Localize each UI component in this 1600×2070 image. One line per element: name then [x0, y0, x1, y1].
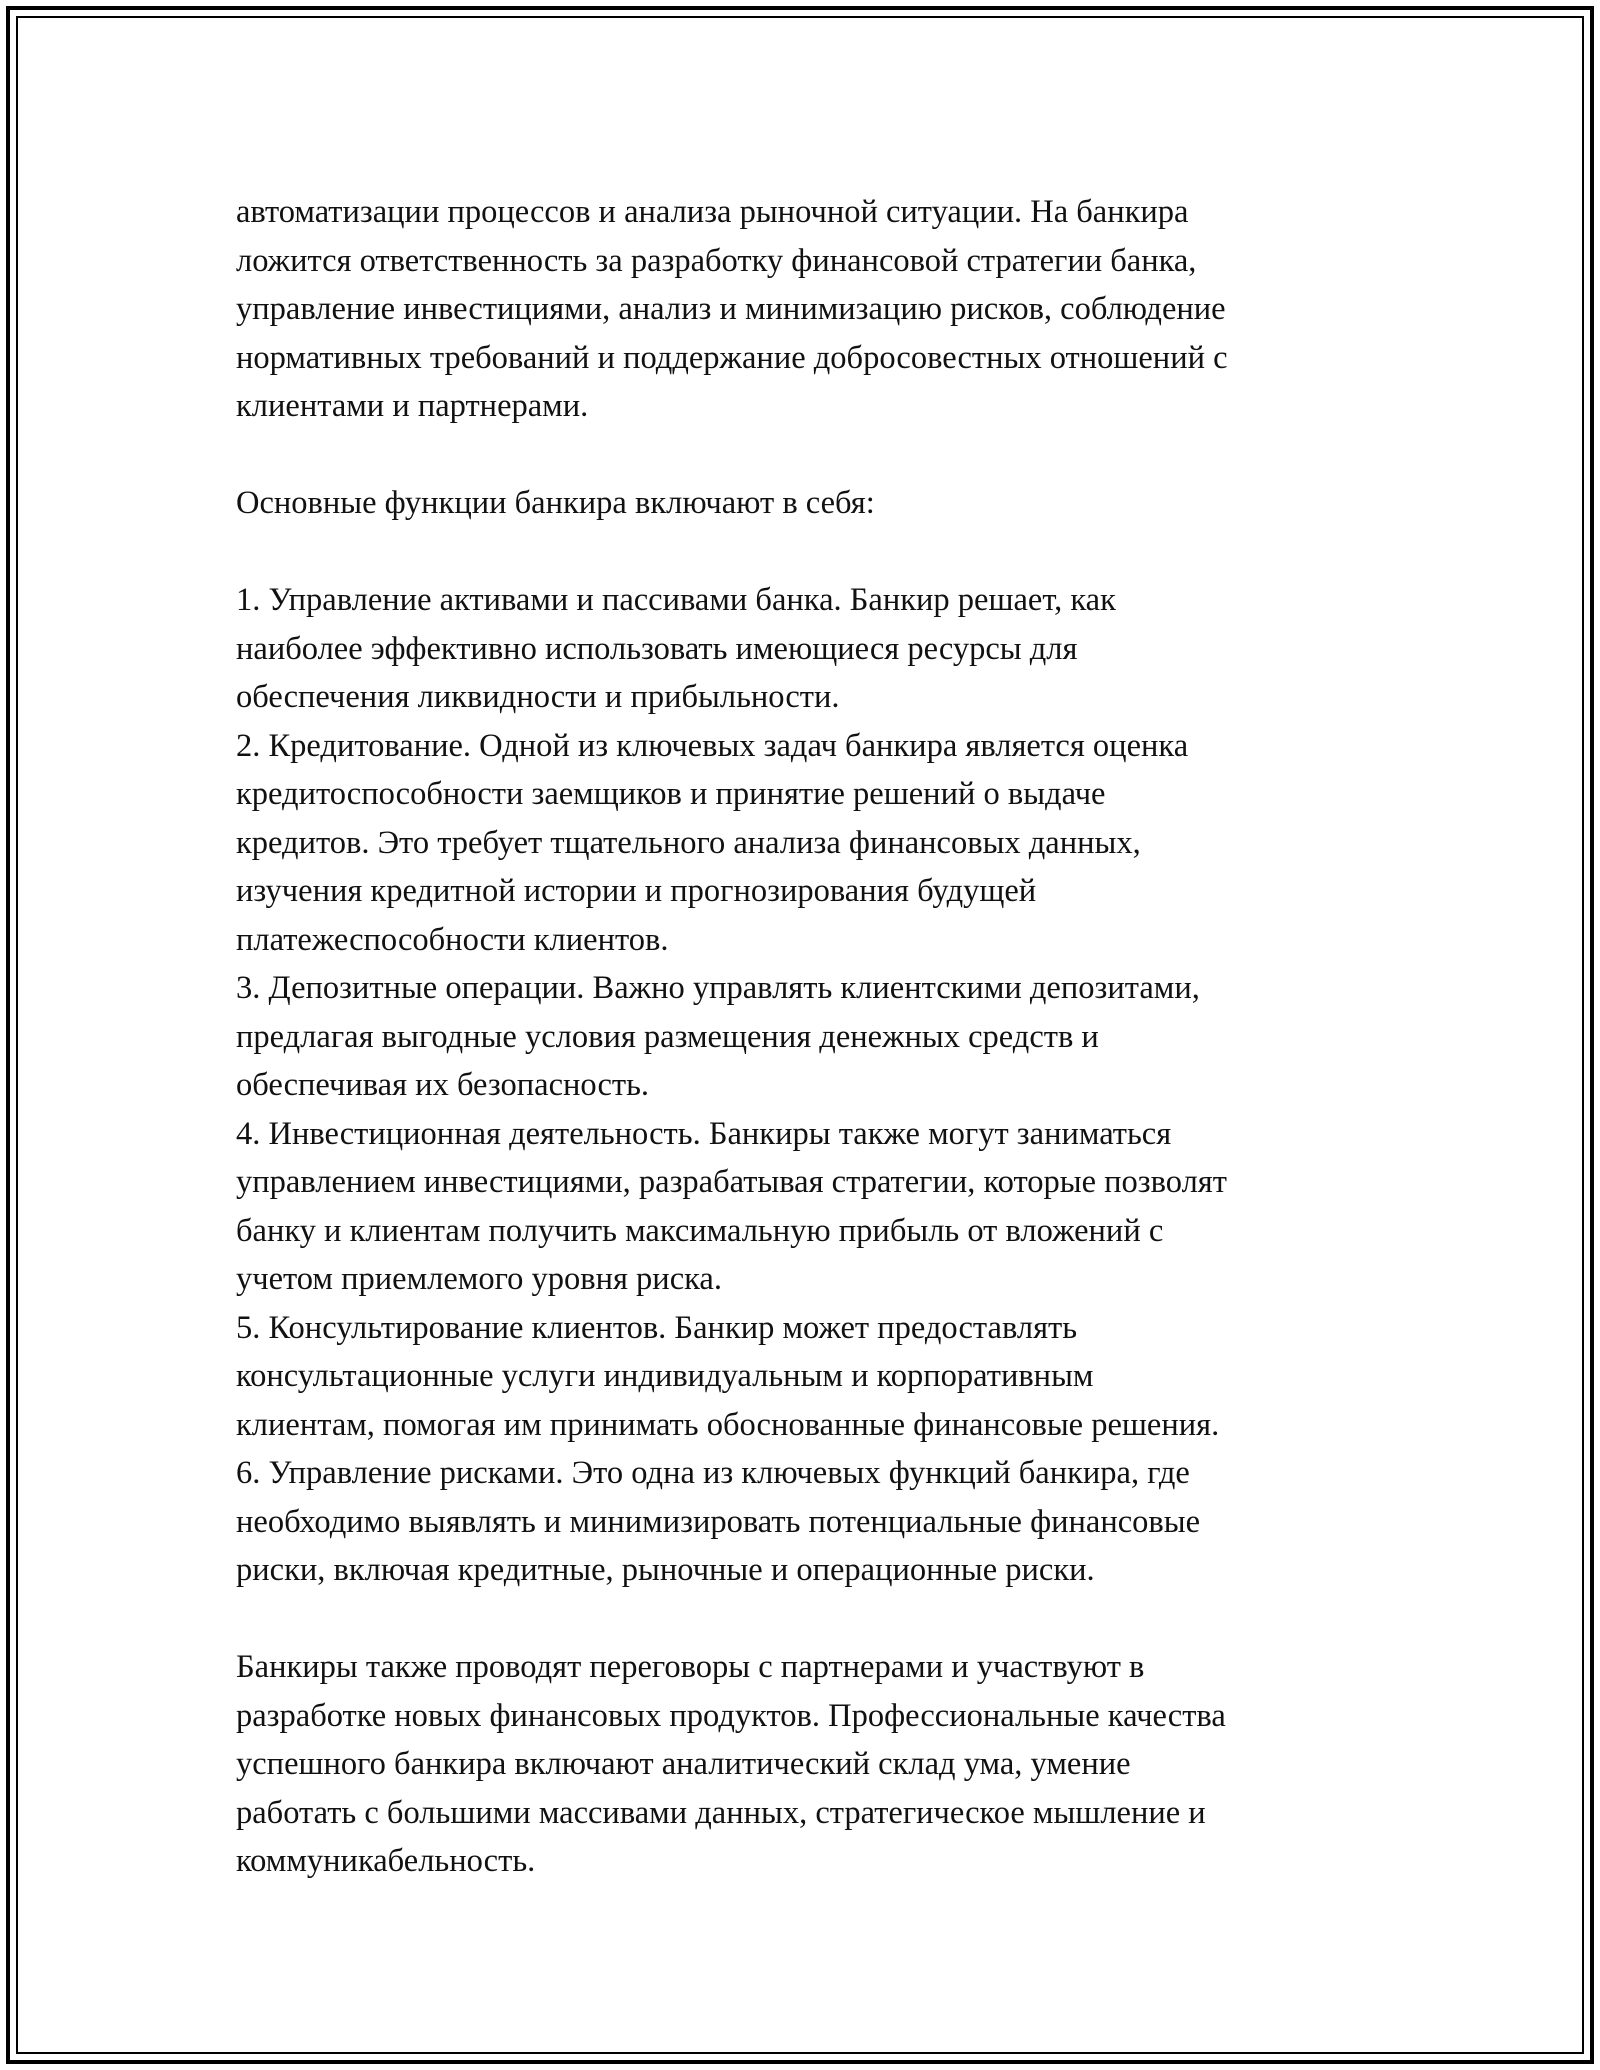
list-item-line: 2. Кредитование. Одной из ключевых задач банкира является оценка — [236, 727, 1189, 764]
list-item-line: 3. Депозитные операции. Важно управлять клиентскими депозитами, — [236, 970, 1200, 1006]
text-line: успешного банкира включают аналитический склад ума, умение — [236, 1746, 1131, 1782]
text-line: Основные функции банкира включают в себя: — [236, 485, 875, 521]
list-item-line: необходимо выявлять и минимизировать потенциальные финансовые — [236, 1503, 1201, 1540]
list-item-line: кредитоспособности заемщиков и принятие решений о выдаче — [236, 776, 1106, 812]
list-item-line: 4. Инвестиционная деятельность. Банкиры также могут заниматься — [236, 1115, 1172, 1152]
list-item-line: кредитов. Это требует тщательного анализа финансовых данных, — [236, 824, 1141, 861]
text-line: управление инвестициями, анализ и минимизацию рисков, соблюдение — [236, 291, 1226, 327]
functions-list — [236, 576, 1366, 1595]
list-item-line: платежеспособности клиентов. — [236, 921, 669, 958]
text-line: автоматизации процессов и анализа рыночной ситуации. На банкира — [236, 194, 1189, 230]
list-item-line: 1. Управление активами и пассивами банка. Банкир решает, как — [236, 582, 1116, 618]
list-item-line: банку и клиентам получить максимальную прибыль от вложений с — [236, 1212, 1164, 1249]
list-item-line: управлением инвестициями, разрабатывая стратегии, которые позволят — [236, 1164, 1227, 1200]
paragraph-spacer — [236, 431, 1366, 480]
list-item-line: консультационные услуги индивидуальным и корпоративным — [236, 1358, 1094, 1394]
list-item-line: риски, включая кредитные, рыночные и операционные риски. — [236, 1552, 1095, 1588]
closing-paragraph — [236, 1643, 1366, 1886]
list-item-line: изучения кредитной истории и прогнозирования будущей — [236, 873, 1037, 909]
list-item-line: обеспечения ликвидности и прибыльности. — [236, 679, 840, 715]
list-item-line: предлагая выгодные условия размещения денежных средств и — [236, 1018, 1099, 1055]
list-item-line: 5. Консультирование клиентов. Банкир может предоставлять — [236, 1309, 1078, 1346]
text-line: работать с большими массивами данных, стратегическое мышление и — [236, 1794, 1206, 1831]
functions-heading — [236, 479, 1366, 528]
list-item-line: учетом приемлемого уровня риска. — [236, 1261, 722, 1297]
list-item-line: клиентам, помогая им принимать обоснованные финансовые решения. — [236, 1406, 1220, 1443]
list-item-line: наиболее эффективно использовать имеющиеся ресурсы для — [236, 630, 1078, 667]
text-line: коммуникабельность. — [236, 1843, 536, 1879]
paragraph-spacer — [236, 528, 1366, 577]
text-line: ложится ответственность за разработку финансовой стратегии банка, — [236, 242, 1197, 279]
document-body — [236, 188, 1366, 1886]
text-line: клиентами и партнерами. — [236, 388, 589, 424]
list-item-line: обеспечивая их безопасность. — [236, 1067, 650, 1103]
paragraph-spacer — [236, 1595, 1366, 1644]
text-line: Банкиры также проводят переговоры с партнерами и участвуют в — [236, 1649, 1145, 1685]
list-item-line: 6. Управление рисками. Это одна из ключевых функций банкира, где — [236, 1455, 1190, 1491]
text-line: разработке новых финансовых продуктов. Профессиональные качества — [236, 1697, 1226, 1734]
text-line: нормативных требований и поддержание добросовестных отношений с — [236, 339, 1228, 376]
intro-paragraph — [236, 188, 1366, 431]
